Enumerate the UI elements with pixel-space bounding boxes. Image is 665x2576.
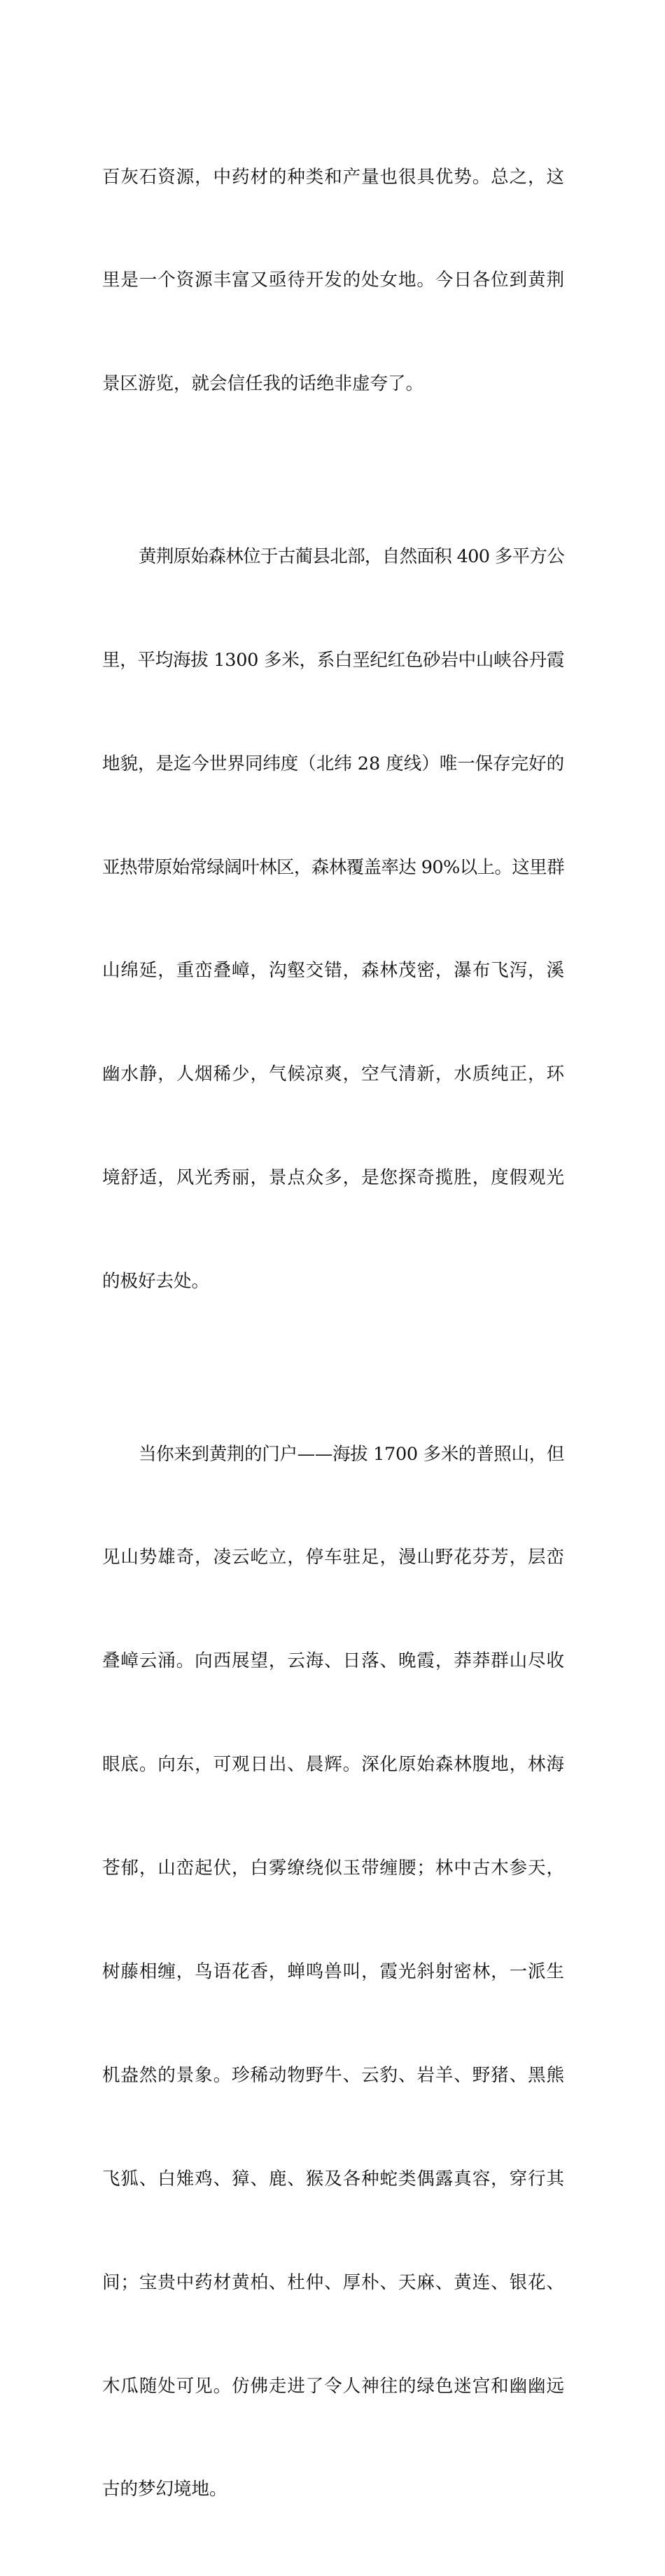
paragraph [102, 471, 564, 1368]
text-line: 间；宝贵中药材黄柏、杜仲、厚朴、天麻、黄连、银花、 [102, 2271, 564, 2293]
text-line: 古的梦幻境地。 [102, 2479, 227, 2500]
document-body [102, 91, 564, 2576]
text-line: 树藤相缠，鸟语花香，蝉鸣兽叫，霞光斜射密林，一派生 [102, 1961, 564, 1983]
text-line: 百灰石资源，中药材的种类和产量也很具优势。总之，这 [102, 166, 564, 188]
text-line: 当你来到黄荆的门户——海拔 1700 多米的普照山，但 [139, 1443, 564, 1465]
text-line: 地貌，是迄今世界同纬度（北纬 28 度线）唯一保存完好的 [102, 753, 565, 774]
text-line: 里是一个资源丰富又亟待开发的处女地。今日各位到黄荆 [102, 270, 564, 291]
text-line: 幽水静，人烟稀少，气候凉爽，空气清新，水质纯正，环 [102, 1064, 564, 1085]
paragraph [102, 1368, 564, 2576]
text-line: 景区游览，就会信任我的话绝非虚夸了。 [102, 373, 424, 395]
text-line: 机盎然的景象。珍稀动物野牛、云豹、岩羊、野猪、黑熊 [102, 2064, 564, 2086]
text-line: 见山势雄奇，凌云屹立，停车驻足，漫山野花芬芳，层峦 [102, 1547, 564, 1568]
text-line: 的极好去处。 [102, 1271, 210, 1293]
text-line: 亚热带原始常绿阔叶林区，森林覆盖率达 90%以上。这里群 [102, 856, 564, 878]
text-line: 眼底。向东，可观日出、晨辉。深化原始森林腹地，林海 [102, 1754, 564, 1776]
text-line: 苍郁，山峦起伏，白雾缭绕似玉带缠腰；林中古木参天， [102, 1858, 564, 1879]
text-line: 黄荆原始森林位于古蔺县北部，自然面积 400 多平方公 [139, 545, 565, 567]
text-line: 叠嶂云涌。向西展望，云海、日落、晚霞，莽莽群山尽收 [102, 1650, 564, 1672]
text-line: 山绵延，重峦叠嶂，沟壑交错，森林茂密，瀑布飞泻，溪 [102, 960, 564, 982]
text-line: 飞狐、白雉鸡、獐、鹿、猴及各种蛇类偶露真容，穿行其 [102, 2168, 564, 2189]
text-line: 木瓜随处可见。仿佛走进了令人神往的绿色迷宫和幽幽远 [102, 2375, 564, 2397]
paragraph [102, 91, 564, 471]
text-line: 里，平均海拔 1300 多米，系白垩纪红色砂岩中山峡谷丹霞 [102, 649, 565, 671]
text-line: 境舒适，风光秀丽，景点众多，是您探奇揽胜，度假观光 [102, 1167, 564, 1189]
